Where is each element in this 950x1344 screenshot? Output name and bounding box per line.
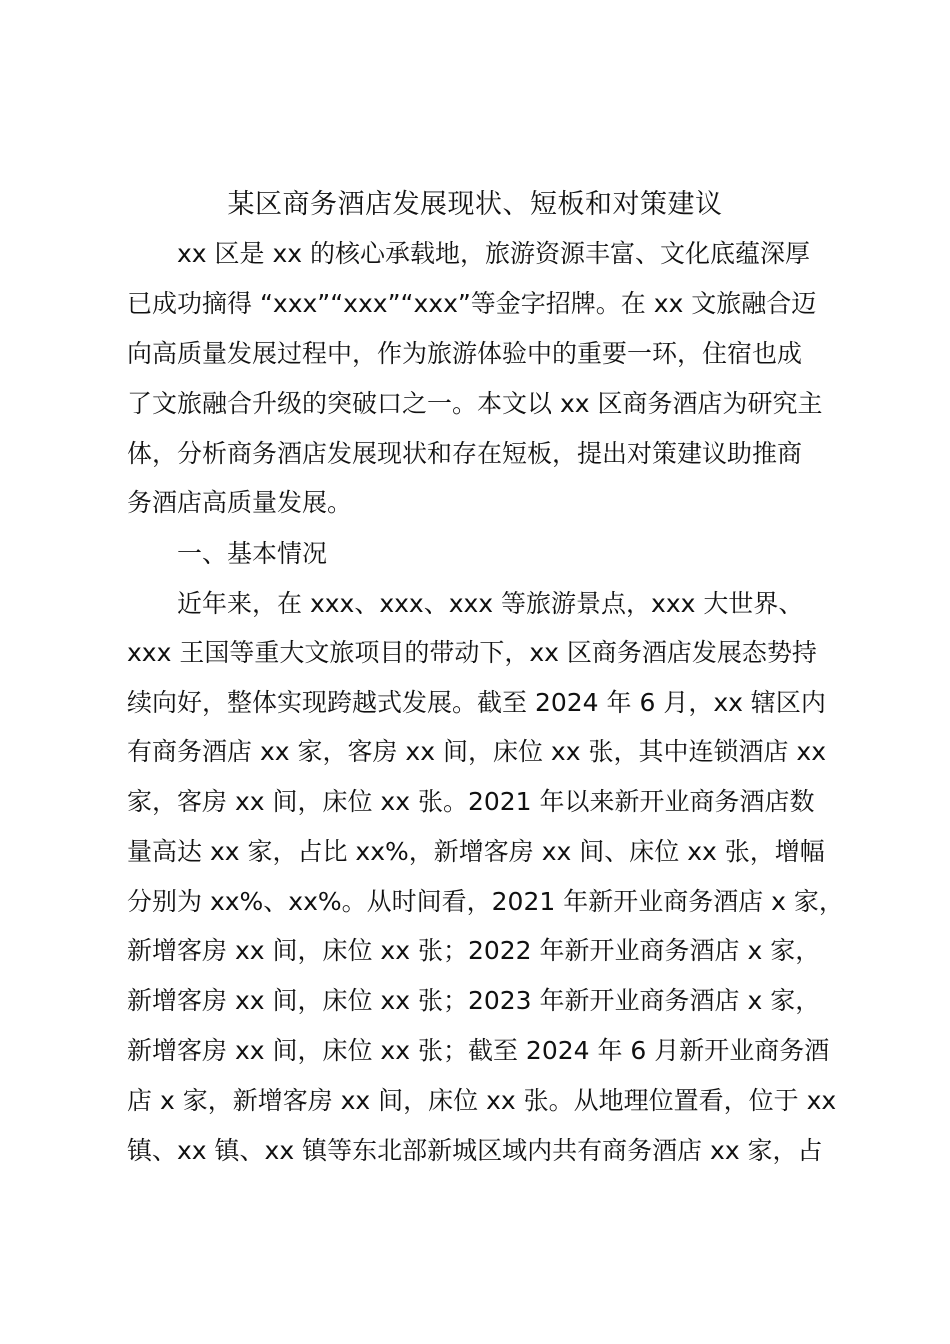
text-line: 店 x 家，新增客房 xx 间，床位 xx 张。从地理位置看，位于 xx <box>127 1086 837 1115</box>
document-title: 某区商务酒店发展现状、短板和对策建议 <box>227 189 723 220</box>
text-line: 近年来，在 xxx、xxx、xxx 等旅游景点，xxx 大世界、 <box>177 589 804 618</box>
text-line: 家，客房 xx 间，床位 xx 张。2021 年以来新开业商务酒店数 <box>127 787 815 816</box>
text-line: xx 区是 xx 的核心承载地，旅游资源丰富、文化底蕴深厚 <box>177 239 811 268</box>
text-line: 新增客房 xx 间，床位 xx 张；2023 年新开业商务酒店 x 家， <box>127 986 821 1015</box>
text-line: 务酒店高质量发展。 <box>127 488 353 517</box>
text-line: 体，分析商务酒店发展现状和存在短板，提出对策建议助推商 <box>127 439 803 468</box>
text-line: 已成功摘得 “xxx”“xxx”“xxx”等金字招牌。在 xx 文旅融合迈 <box>127 289 817 318</box>
text-line: 了文旅融合升级的突破口之一。本文以 xx 区商务酒店为研究主 <box>127 389 823 418</box>
text-line: 分别为 xx%、xx%。从时间看，2021 年新开业商务酒店 x 家， <box>127 887 844 916</box>
section-heading: 一、基本情况 <box>177 539 328 568</box>
text-line: 新增客房 xx 间，床位 xx 张；2022 年新开业商务酒店 x 家， <box>127 936 821 965</box>
text-line: xxx 王国等重大文旅项目的带动下，xx 区商务酒店发展态势持 <box>127 638 817 667</box>
text-line: 新增客房 xx 间，床位 xx 张；截至 2024 年 6 月新开业商务酒 <box>127 1036 830 1065</box>
text-line: 向高质量发展过程中，作为旅游体验中的重要一环，住宿也成 <box>127 339 803 368</box>
text-line: 有商务酒店 xx 家，客房 xx 间，床位 xx 张，其中连锁酒店 xx <box>127 737 826 766</box>
text-line: 量高达 xx 家，占比 xx%，新增客房 xx 间、床位 xx 张，增幅 <box>127 837 825 866</box>
text-line: 镇、xx 镇、xx 镇等东北部新城区域内共有商务酒店 xx 家，占 <box>127 1136 823 1165</box>
text-line: 续向好，整体实现跨越式发展。截至 2024 年 6 月，xx 辖区内 <box>127 688 826 717</box>
